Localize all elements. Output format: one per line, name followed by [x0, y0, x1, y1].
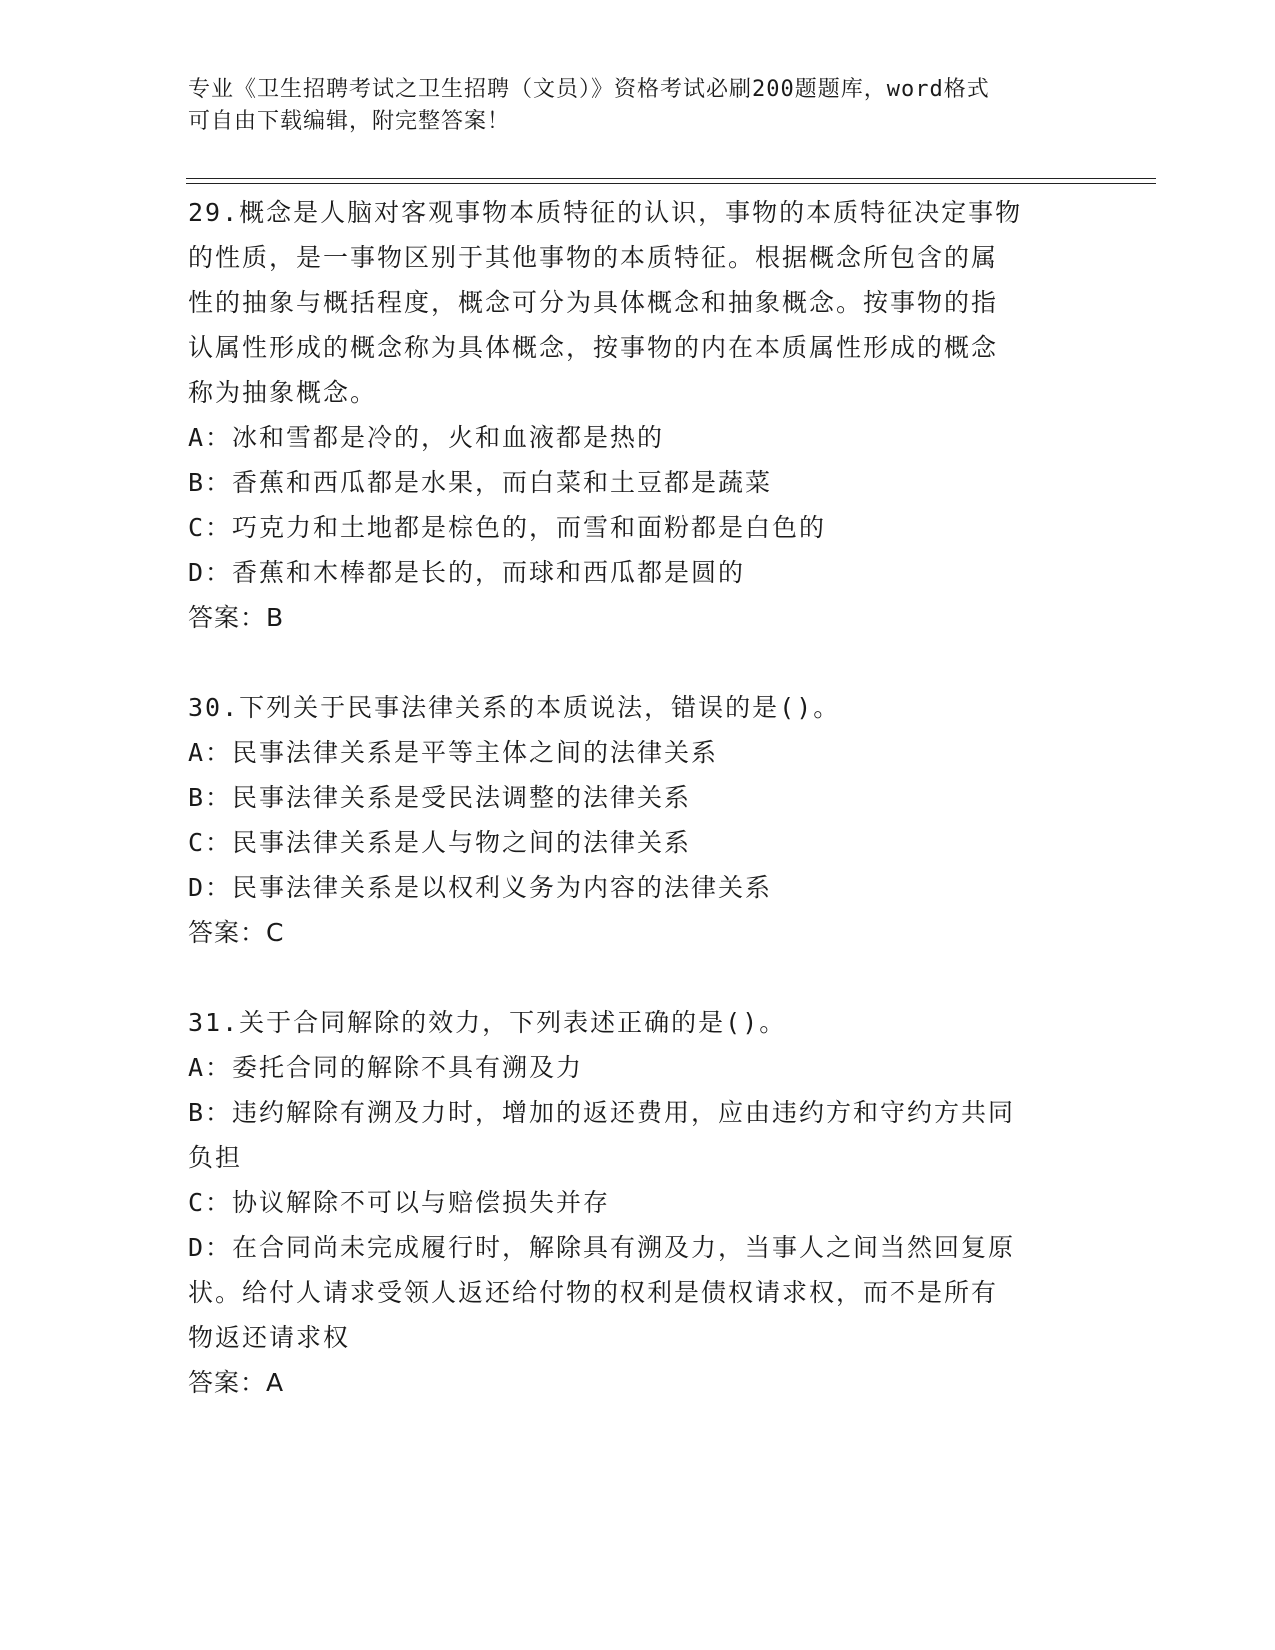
answer-label: 答案：A: [188, 1368, 285, 1397]
option-d: D：香蕉和木棒都是长的，而球和西瓜都是圆的: [188, 558, 746, 587]
option-d: D：民事法律关系是以权利义务为内容的法律关系: [188, 873, 773, 902]
question-list: [188, 190, 1088, 1405]
question-stem-line: 认属性形成的概念称为具体概念，按事物的内在本质属性形成的概念: [188, 333, 999, 362]
option-b: B：违约解除有溯及力时，增加的返还费用，应由违约方和守约方共同: [188, 1098, 1016, 1127]
option-a: A：冰和雪都是冷的，火和血液都是热的: [188, 423, 665, 452]
document-header: [188, 74, 1088, 138]
question-stem-line: 30.下列关于民事法律关系的本质说法，错误的是()。: [188, 693, 841, 722]
question-29: [188, 190, 1088, 640]
header-line-1: 专业《卫生招聘考试之卫生招聘（文员）》资格考试必刷200题题库，word格式: [188, 77, 990, 102]
option-c: C：民事法律关系是人与物之间的法律关系: [188, 828, 692, 857]
option-c: C：巧克力和土地都是棕色的，而雪和面粉都是白色的: [188, 513, 827, 542]
option-a: A：民事法律关系是平等主体之间的法律关系: [188, 738, 719, 767]
option-d-continued: 状。给付人请求受领人返还给付物的权利是债权请求权，而不是所有: [188, 1278, 999, 1307]
answer-label: 答案：B: [188, 603, 285, 632]
option-b: B：香蕉和西瓜都是水果，而白菜和土豆都是蔬菜: [188, 468, 773, 497]
option-c: C：协议解除不可以与赔偿损失并存: [188, 1188, 611, 1217]
question-31: [188, 1000, 1088, 1405]
question-30: [188, 685, 1088, 955]
option-a: A：委托合同的解除不具有溯及力: [188, 1053, 584, 1082]
option-d: D：在合同尚未完成履行时，解除具有溯及力，当事人之间当然回复原: [188, 1233, 1016, 1262]
question-stem-line: 的性质，是一事物区别于其他事物的本质特征。根据概念所包含的属: [188, 243, 999, 272]
question-stem-line: 性的抽象与概括程度，概念可分为具体概念和抽象概念。按事物的指: [188, 288, 999, 317]
question-stem-line: 31.关于合同解除的效力，下列表述正确的是()。: [188, 1008, 787, 1037]
option-d-continued: 物返还请求权: [188, 1323, 351, 1352]
header-divider-bottom: [186, 183, 1156, 184]
header-line-2: 可自由下载编辑，附完整答案！: [188, 109, 511, 134]
option-b: B：民事法律关系是受民法调整的法律关系: [188, 783, 692, 812]
question-stem-line: 称为抽象概念。: [188, 378, 378, 407]
header-divider-top: [186, 178, 1156, 179]
answer-label: 答案：C: [188, 918, 285, 947]
option-b-continued: 负担: [188, 1143, 243, 1172]
question-stem-line: 29.概念是人脑对客观事物本质特征的认识，事物的本质特征决定事物: [188, 198, 1023, 227]
